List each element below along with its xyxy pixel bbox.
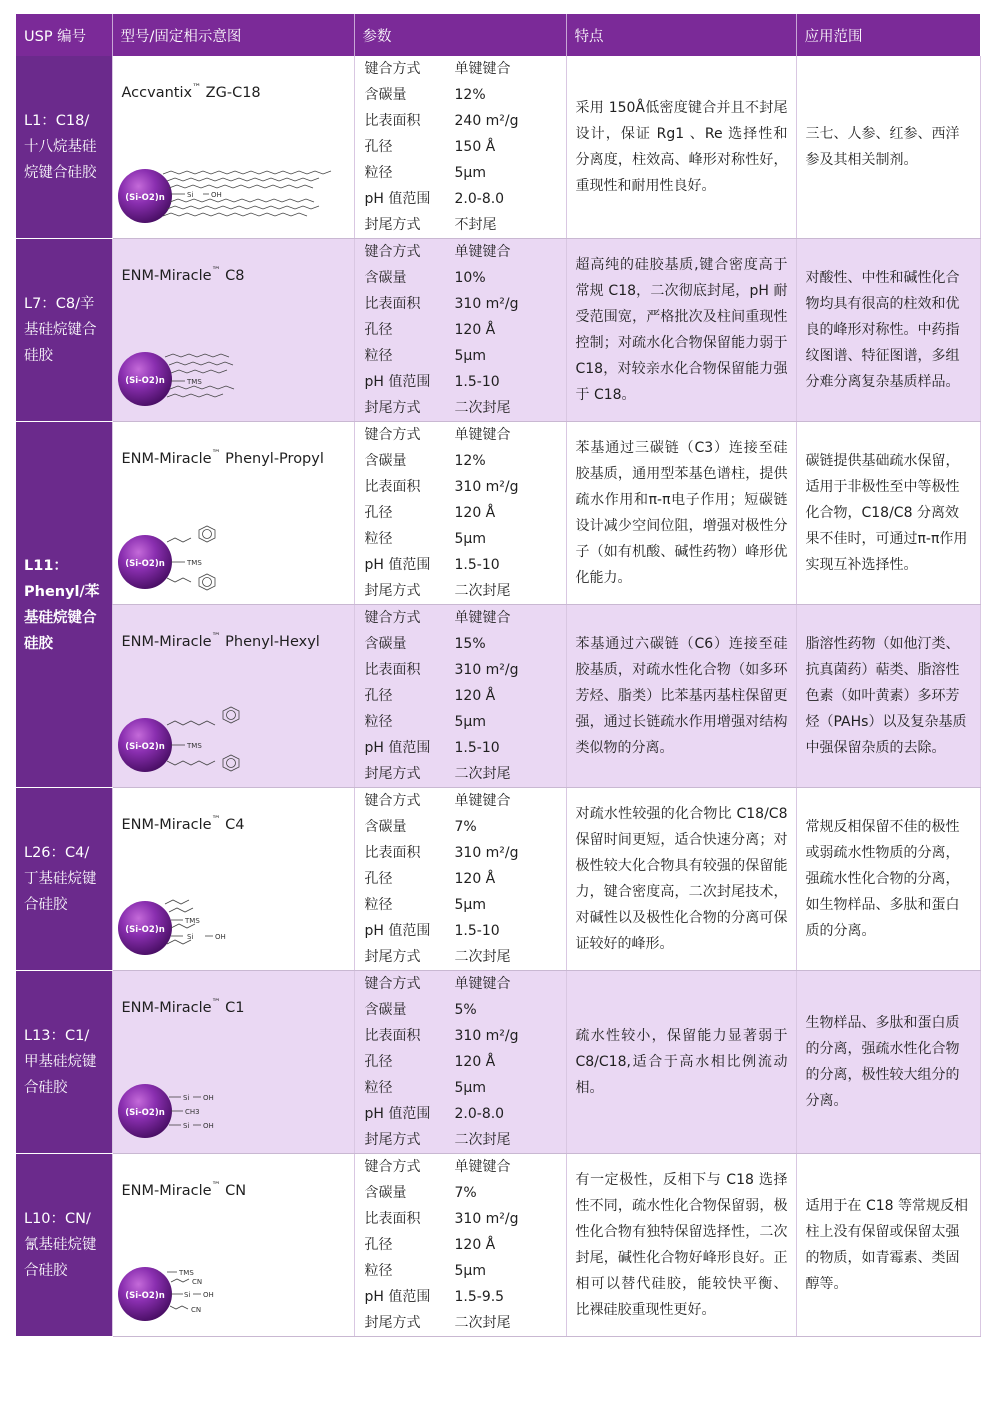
usp-cell: L10：CN/氰基硅烷键合硅胶 — [16, 1154, 112, 1337]
model-name: ENM-Miracle™ C1 — [121, 998, 245, 1016]
c4-structure-diagram — [115, 878, 353, 964]
application-cell: 三七、人参、红参、西洋参及其相关制剂。 — [796, 56, 980, 239]
svg-text:TMS: TMS — [186, 378, 202, 386]
phenyl-hexyl-structure-diagram — [115, 695, 353, 781]
table-row — [16, 605, 980, 788]
header-model: 型号/固定相示意图 — [112, 14, 354, 56]
svg-text:(Si-O2)n: (Si-O2)n — [124, 559, 165, 569]
header-application: 应用范围 — [796, 14, 980, 56]
params-cell: 键合方式 单键键合 含碳量 7% 比表面积 310 m²/g 孔径 120 Å 粒径 5μm pH 值范围 1.5-10 封尾方式 二次封尾 — [354, 788, 566, 971]
usp-cell: L11：Phenyl/苯基硅烷键合硅胶 — [16, 422, 112, 788]
header-features: 特点 — [566, 14, 796, 56]
features-cell: 疏水性较小，保留能力显著弱于 C8/C18,适合于高水相比例流动相。 — [566, 971, 796, 1154]
model-name: ENM-Miracle™ Phenyl-Hexyl — [121, 632, 320, 650]
c8-structure-diagram — [115, 329, 353, 415]
params-cell: 键合方式 单键键合 含碳量 12% 比表面积 310 m²/g 孔径 120 Å 粒径 5μm pH 值范围 1.5-10 封尾方式 二次封尾 — [354, 422, 566, 605]
svg-text:(Si-O2)n: (Si-O2)n — [124, 1108, 165, 1118]
application-cell: 生物样品、多肽和蛋白质的分离，强疏水性化合物的分离，极性较大组分的分离。 — [796, 971, 980, 1154]
svg-text:OH: OH — [202, 1094, 214, 1102]
application-cell: 脂溶性药物（如他汀类、抗真菌药）萜类、脂溶性色素（如叶黄素）多环芳烃（PAHs）以及复杂基质中强保留杂质的去除。 — [796, 605, 980, 788]
application-cell: 适用于在 C18 等常规反相柱上没有保留或保留太强的物质，如青霉素、类固醇等。 — [796, 1154, 980, 1337]
header-row — [16, 14, 980, 56]
model-cell — [112, 422, 354, 605]
c1-structure-diagram — [115, 1061, 353, 1147]
svg-text:OH: OH — [214, 933, 226, 941]
features-cell: 有一定极性，反相下与 C18 选择性不同，疏水性化合物保留弱，极性化合物有独特保留选择性，二次封尾，碱性化合物好峰形良好。正相可以替代硅胶，能较快平衡、 比裸硅胶重现性更好。 — [566, 1154, 796, 1337]
usp-cell: L1：C18/十八烷基硅烷键合硅胶 — [16, 56, 112, 239]
svg-text:TMS: TMS — [186, 559, 202, 567]
svg-text:Si: Si — [183, 1291, 190, 1299]
model-name: ENM-Miracle™ Phenyl-Propyl — [121, 449, 324, 467]
phenyl-propyl-structure-diagram — [115, 512, 353, 598]
model-cell — [112, 1154, 354, 1337]
svg-text:Si: Si — [186, 933, 193, 941]
params-cell: 键合方式 单键键合 含碳量 15% 比表面积 310 m²/g 孔径 120 Å 粒径 5μm pH 值范围 1.5-10 封尾方式 二次封尾 — [354, 605, 566, 788]
application-cell: 对酸性、中性和碱性化合物均具有很高的柱效和优良的峰形对称性。中药指纹图谱、特征图谱，多组分难分离复杂基质样品。 — [796, 239, 980, 422]
table-row — [16, 971, 980, 1154]
features-cell: 苯基通过三碳链（C3）连接至硅胶基质，通用型苯基色谱柱，提供疏水作用和π-π电子作用；短碳链设计减少空间位阻，增强对极性分子（如有机酸、碱性药物）峰形优化能力。 — [566, 422, 796, 605]
svg-text:CH3: CH3 — [184, 1108, 200, 1116]
features-cell: 对疏水性较强的化合物比 C18/C8 保留时间更短，适合快速分离；对极性较大化合物具有较强的保留能力，键合密度高，二次封尾技术，对碱性以及极性化合物的分离可保证较好的峰形。 — [566, 788, 796, 971]
svg-text:Si: Si — [186, 191, 193, 199]
features-cell: 采用 150Å低密度键合并且不封尾设计，保证 Rg1 、Re 选择性和分离度，柱效高、峰形对称性好，重现性和耐用性良好。 — [566, 56, 796, 239]
params-cell: 键合方式 单键键合 含碳量 5% 比表面积 310 m²/g 孔径 120 Å 粒径 5μm pH 值范围 2.0-8.0 封尾方式 二次封尾 — [354, 971, 566, 1154]
svg-text:TMS: TMS — [178, 1269, 194, 1277]
model-name: ENM-Miracle™ CN — [121, 1181, 247, 1199]
svg-text:TMS: TMS — [186, 742, 202, 750]
model-name: ENM-Miracle™ C4 — [121, 815, 245, 833]
c18-structure-diagram — [115, 146, 353, 232]
usp-cell: L26：C4/丁基硅烷键合硅胶 — [16, 788, 112, 971]
model-name: ENM-Miracle™ C8 — [121, 266, 245, 284]
header-usp: USP 编号 — [16, 14, 112, 56]
params-cell: 键合方式 单键键合 含碳量 12% 比表面积 240 m²/g 孔径 150 Å 粒径 5μm pH 值范围 2.0-8.0 封尾方式 不封尾 — [354, 56, 566, 239]
features-cell: 苯基通过六碳链（C6）连接至硅胶基质，对疏水性化合物（如多环芳烃、脂类）比苯基丙基柱保留更强，通过长链疏水作用增强对结构类似物的分离。 — [566, 605, 796, 788]
model-cell — [112, 239, 354, 422]
svg-text:OH: OH — [202, 1122, 214, 1130]
application-cell: 常规反相保留不佳的极性或弱疏水性物质的分离，强疏水性化合物的分离，如生物样品、多肽和蛋白质的分离。 — [796, 788, 980, 971]
model-name: Accvantix™ ZG-C18 — [121, 83, 261, 101]
model-cell — [112, 788, 354, 971]
table-row — [16, 56, 980, 239]
params-cell: 键合方式 单键键合 含碳量 7% 比表面积 310 m²/g 孔径 120 Å 粒径 5μm pH 值范围 1.5-9.5 封尾方式 二次封尾 — [354, 1154, 566, 1337]
svg-text:CN: CN — [190, 1306, 201, 1314]
sphere-label: (Si-O2)n — [124, 193, 165, 203]
svg-text:Si: Si — [182, 1094, 189, 1102]
svg-text:TMS: TMS — [184, 917, 200, 925]
svg-text:OH: OH — [202, 1291, 214, 1299]
svg-text:(Si-O2)n: (Si-O2)n — [124, 376, 165, 386]
product-spec-table — [16, 14, 981, 1337]
svg-text:(Si-O2)n: (Si-O2)n — [124, 1291, 165, 1301]
model-cell — [112, 971, 354, 1154]
svg-text:(Si-O2)n: (Si-O2)n — [124, 742, 165, 752]
header-params: 参数 — [354, 14, 566, 56]
application-cell: 碳链提供基础疏水保留，适用于非极性至中等极性化合物，C18/C8 分离效果不佳时，可通过π-π作用实现互补选择性。 — [796, 422, 980, 605]
table-row — [16, 1154, 980, 1337]
svg-text:Si: Si — [182, 1122, 189, 1130]
table-row — [16, 422, 980, 605]
table-row — [16, 788, 980, 971]
cn-structure-diagram — [115, 1244, 353, 1330]
model-cell — [112, 56, 354, 239]
table-row — [16, 239, 980, 422]
usp-cell: L7：C8/辛基硅烷键合硅胶 — [16, 239, 112, 422]
model-cell — [112, 605, 354, 788]
features-cell: 超高纯的硅胶基质,键合密度高于常规 C18，二次彻底封尾，pH 耐受范围宽，严格批次及柱间重现性控制；对疏水化合物保留能力弱于 C18，对较亲水化合物保留能力强于 C18。 — [566, 239, 796, 422]
usp-cell: L13：C1/甲基硅烷键合硅胶 — [16, 971, 112, 1154]
svg-text:OH: OH — [210, 191, 222, 199]
svg-text:CN: CN — [191, 1278, 202, 1286]
svg-text:(Si-O2)n: (Si-O2)n — [124, 925, 165, 935]
params-cell: 键合方式 单键键合 含碳量 10% 比表面积 310 m²/g 孔径 120 Å 粒径 5μm pH 值范围 1.5-10 封尾方式 二次封尾 — [354, 239, 566, 422]
